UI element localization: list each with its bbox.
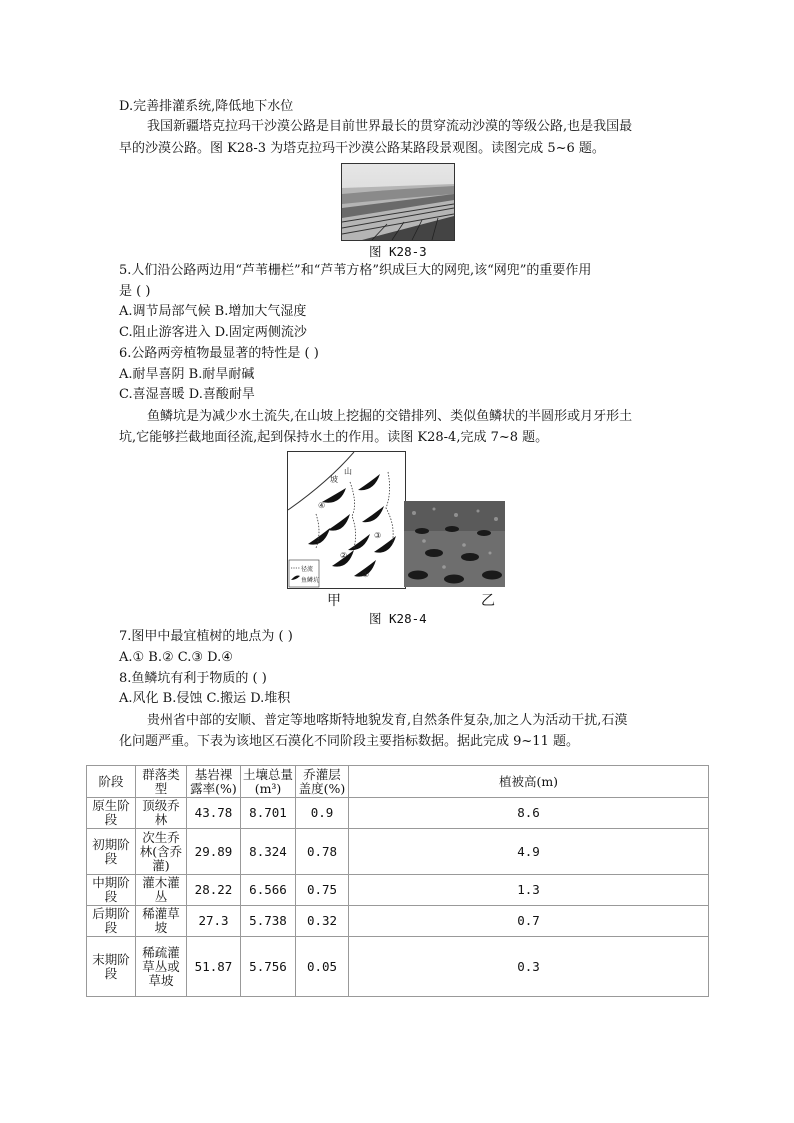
table-header-community: 群落类型 bbox=[136, 766, 187, 798]
table-cell: 27.3 bbox=[187, 906, 241, 937]
fish-scale-pit-map bbox=[287, 451, 406, 589]
question-6-options-cd: C.喜湿喜暖 D.喜酸耐旱 bbox=[119, 387, 255, 402]
legend-fish-scale-pit: 鱼鳞坑 bbox=[301, 577, 320, 584]
desertification-table bbox=[86, 765, 709, 997]
paragraph-desert-road-1: 我国新疆塔克拉玛干沙漠公路是目前世界最长的贯穿流动沙漠的等级公路,也是我国最 bbox=[147, 119, 633, 134]
table-cell: 51.87 bbox=[187, 937, 241, 997]
table-cell: 43.78 bbox=[187, 798, 241, 829]
map-marker-1: ① bbox=[362, 570, 370, 579]
table-cell: 中期阶段 bbox=[87, 875, 136, 906]
table-cell: 0.3 bbox=[349, 937, 709, 997]
table-cell: 0.05 bbox=[296, 937, 349, 997]
question-6-stem: 6.公路两旁植物最显著的特性是 ( ) bbox=[119, 346, 319, 361]
table-cell: 8.6 bbox=[349, 798, 709, 829]
paragraph-karst-2: 化问题严重。下表为该地区石漠化不同阶段主要指标数据。据此完成 9~11 题。 bbox=[119, 734, 579, 749]
map-marker-3: ③ bbox=[374, 531, 382, 540]
map-slope-label-1: 山 bbox=[344, 467, 352, 476]
table-cell: 8.324 bbox=[241, 829, 296, 875]
table-header-height: 植被高(m) bbox=[349, 766, 709, 798]
table-cell: 后期阶段 bbox=[87, 906, 136, 937]
map-slope-label-2: 坡 bbox=[330, 475, 338, 484]
figure-label-yi: 乙 bbox=[481, 593, 495, 609]
table-row bbox=[87, 829, 709, 875]
table-header-cover: 乔灌层盖度(%) bbox=[296, 766, 349, 798]
table-cell: 次生乔林(含乔灌) bbox=[136, 829, 187, 875]
question-6-options-ab: A.耐旱喜阴 B.耐旱耐碱 bbox=[119, 367, 255, 382]
table-cell: 原生阶段 bbox=[87, 798, 136, 829]
table-header-row bbox=[87, 766, 709, 798]
table-cell: 灌木灌丛 bbox=[136, 875, 187, 906]
option-d-text: D.完善排灌系统,降低地下水位 bbox=[119, 99, 294, 114]
table-cell: 28.22 bbox=[187, 875, 241, 906]
table-cell: 4.9 bbox=[349, 829, 709, 875]
table-cell: 稀疏灌草丛或草坡 bbox=[136, 937, 187, 997]
figure-caption-k28-4: 图 K28-4 bbox=[369, 611, 427, 626]
table-cell: 5.738 bbox=[241, 906, 296, 937]
question-7-stem: 7.图甲中最宜植树的地点为 ( ) bbox=[119, 629, 293, 644]
table-cell: 5.756 bbox=[241, 937, 296, 997]
paragraph-karst-1: 贵州省中部的安顺、普定等地喀斯特地貌发育,自然条件复杂,加之人为活动干扰,石漠 bbox=[147, 713, 628, 728]
table-row bbox=[87, 875, 709, 906]
table-cell: 0.9 bbox=[296, 798, 349, 829]
table-header-stage: 阶段 bbox=[87, 766, 136, 798]
question-5-stem-end: 是 ( ) bbox=[119, 284, 151, 299]
table-cell: 0.32 bbox=[296, 906, 349, 937]
table-cell: 8.701 bbox=[241, 798, 296, 829]
figure-caption-k28-3: 图 K28-3 bbox=[369, 244, 427, 259]
figure-label-jia: 甲 bbox=[327, 593, 341, 609]
question-5-options-cd: C.阻止游客进入 D.固定两侧流沙 bbox=[119, 325, 307, 340]
table-cell: 0.75 bbox=[296, 875, 349, 906]
question-5-options-ab: A.调节局部气候 B.增加大气湿度 bbox=[119, 304, 307, 319]
question-8-options: A.风化 B.侵蚀 C.搬运 D.堆积 bbox=[119, 691, 291, 706]
legend-runoff: 径流 bbox=[301, 566, 314, 573]
table-row bbox=[87, 937, 709, 997]
table-cell: 稀灌草坡 bbox=[136, 906, 187, 937]
question-8-stem: 8.鱼鳞坑有利于物质的 ( ) bbox=[119, 671, 267, 686]
map-marker-4: ④ bbox=[318, 501, 326, 510]
paragraph-fish-scale-pit-1: 鱼鳞坑是为减少水土流失,在山坡上挖掘的交错排列、类似鱼鳞状的半圆形或月牙形土 bbox=[147, 409, 633, 424]
table-row bbox=[87, 906, 709, 937]
table-header-soil: 土壤总量(m³) bbox=[241, 766, 296, 798]
table-cell: 1.3 bbox=[349, 875, 709, 906]
table-header-bedrock: 基岩裸露率(%) bbox=[187, 766, 241, 798]
map-marker-2: ② bbox=[340, 551, 348, 560]
question-5-stem: 5.人们沿公路两边用“芦苇栅栏”和“芦苇方格”织成巨大的网兜,该“网兜”的重要作用 bbox=[119, 263, 592, 278]
table-cell: 0.78 bbox=[296, 829, 349, 875]
table-cell: 顶级乔林 bbox=[136, 798, 187, 829]
desert-road-photo bbox=[341, 163, 455, 241]
table-cell: 6.566 bbox=[241, 875, 296, 906]
paragraph-fish-scale-pit-2: 坑,它能够拦截地面径流,起到保持水土的作用。读图 K28-4,完成 7~8 题。 bbox=[119, 430, 549, 445]
question-7-options: A.① B.② C.③ D.④ bbox=[119, 650, 233, 665]
table-cell: 29.89 bbox=[187, 829, 241, 875]
paragraph-desert-road-2: 早的沙漠公路。图 K28-3 为塔克拉玛干沙漠公路某路段景观图。读图完成 5~6 题。 bbox=[119, 141, 605, 156]
table-cell: 0.7 bbox=[349, 906, 709, 937]
fish-scale-pit-photo bbox=[404, 501, 505, 587]
table-cell: 初期阶段 bbox=[87, 829, 136, 875]
table-cell: 末期阶段 bbox=[87, 937, 136, 997]
table-row bbox=[87, 798, 709, 829]
